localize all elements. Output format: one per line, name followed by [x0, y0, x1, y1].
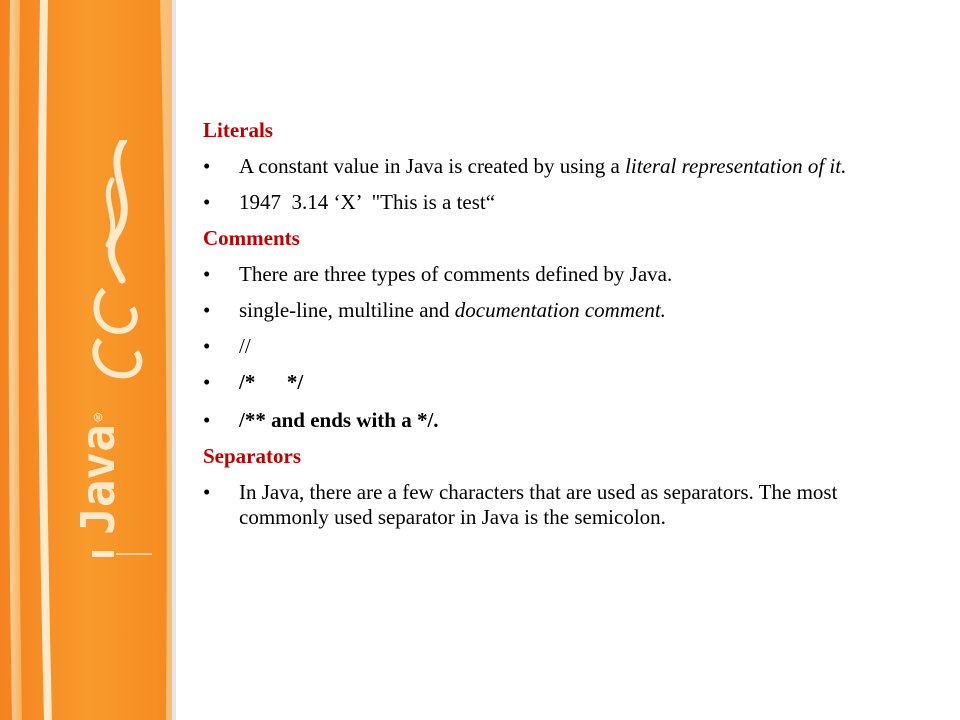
heading-literals: Literals — [203, 118, 273, 142]
bullet-comment-kinds: • single-line, multiline and documentation comment. — [203, 298, 666, 322]
slide-content — [203, 118, 923, 530]
bullet-icon: • — [203, 298, 211, 322]
bullet-icon: • — [203, 190, 211, 214]
bullet-single-line: • // — [203, 334, 251, 358]
bullet-comment-types: • There are three types of comments defined by Java. — [203, 262, 673, 286]
bullet-separators: • In Java, there are a few characters that are used as separators. The most commonly used separator in Java is the semicolon. — [203, 480, 838, 529]
steam-icon — [82, 140, 152, 380]
bullet-multiline: • /* */ — [203, 370, 304, 394]
logo-underline — [92, 545, 162, 565]
heading-comments: Comments — [203, 226, 300, 250]
java-logo-text: Java® — [71, 408, 125, 536]
bullet-icon: • — [203, 154, 211, 178]
bullet-icon: • — [203, 334, 211, 358]
bullet-icon: • — [203, 480, 211, 504]
bullet-icon: • — [203, 370, 211, 394]
heading-separators: Separators — [203, 444, 301, 468]
bullet-documentation: • /** and ends with a */. — [203, 408, 439, 432]
bullet-icon: • — [203, 408, 211, 432]
bullet-literal-examples: • 1947 3.14 ‘X’ "This is a test“ — [203, 190, 496, 214]
bullet-literal-definition: • A constant value in Java is created by using a literal representation of it. — [203, 154, 847, 178]
bullet-icon: • — [203, 262, 211, 286]
java-logo — [71, 140, 152, 570]
